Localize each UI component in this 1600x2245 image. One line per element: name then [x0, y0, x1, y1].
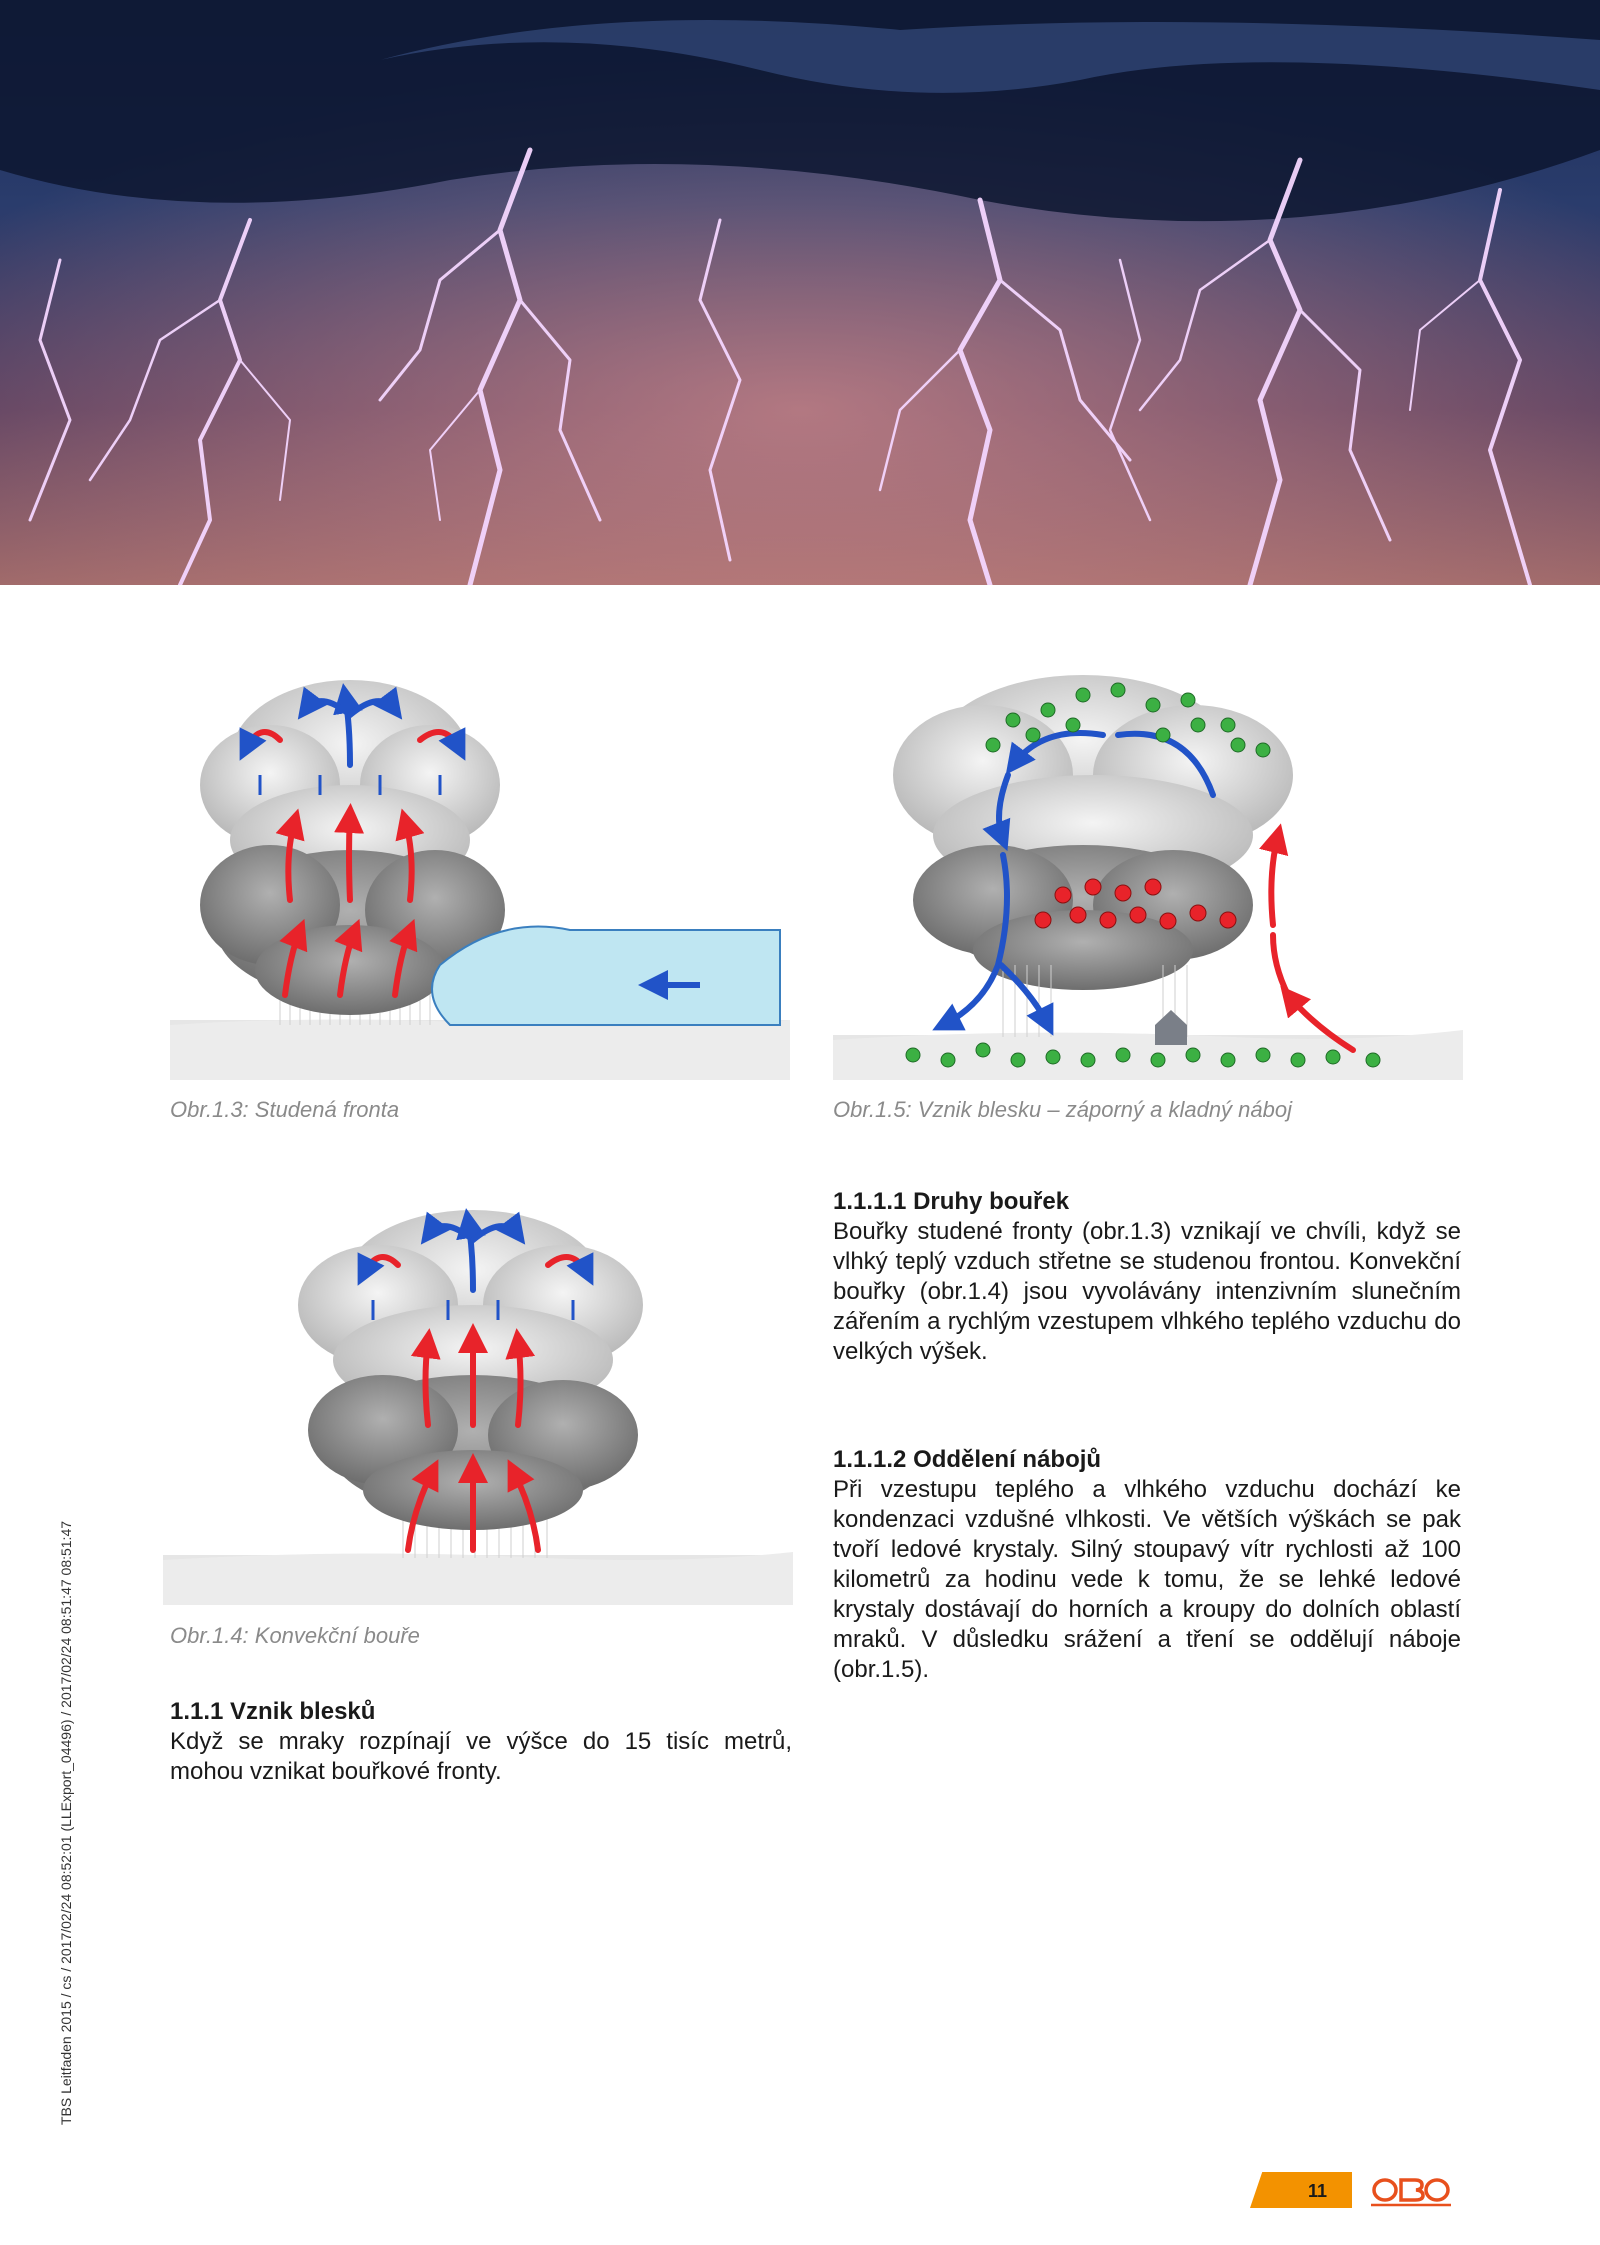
figure-charge-separation	[833, 665, 1463, 1085]
section-text: Při vzestupu teplého a vlhkého vzduchu dochází ke kondenzaci vzdušné vlhkosti. Ve větších výškách se pak tvoří ledové krystaly. Silný stoupavý vítr rychlosti až 100 kilometrů za hodinu vede k tomu, že se lehké ledové krystaly dostávají do horních a kroupy do dolních oblastí mraků. V důsledku srážení a tření se oddělují náboje (obr.1.5).	[833, 1476, 1461, 1683]
caption-obr14: Obr.1.4: Konvekční bouře	[170, 1623, 420, 1648]
page-number-tab	[1250, 2172, 1352, 2208]
section-vznik-blesku	[170, 1697, 792, 1787]
page-number: 11	[1308, 2181, 1328, 2201]
figure-convective-storm	[163, 1190, 793, 1610]
section-text: Když se mraky rozpínají ve výšce do 15 tisíc metrů, mohou vznikat bouřkové fronty.	[170, 1728, 792, 1785]
caption-obr13: Obr.1.3: Studená fronta	[170, 1097, 400, 1122]
document-meta: TBS Leitfaden 2015 / cs / 2017/02/24 08:52:01 (LLExport_04496) / 2017/02/24 08:51:47 08:51:47	[58, 1520, 74, 2125]
section-heading: 1.1.1 Vznik blesků	[170, 1698, 376, 1725]
section-oddeleni-naboju	[833, 1445, 1461, 1685]
section-text: Bouřky studené fronty (obr.1.3) vznikají ve chvíli, když se vlhký teplý vzduch střetne se studenou frontou. Konvekční bouřky (obr.1.4) jsou vyvolávány intenzivním slunečním zářením a rychlým vzestupem vlhkého teplého vzduchu do velkých výšek.	[833, 1218, 1461, 1365]
obo-logo	[1371, 2172, 1451, 2208]
figure-cold-front	[170, 665, 790, 1085]
caption-obr15: Obr.1.5: Vznik blesku – záporný a kladný náboj	[833, 1097, 1293, 1122]
lightning-photo	[0, 0, 1600, 585]
section-heading: 1.1.1.2 Oddělení nábojů	[833, 1446, 1102, 1473]
section-druhy-bourek	[833, 1187, 1461, 1367]
section-heading: 1.1.1.1 Druhy bouřek	[833, 1188, 1070, 1215]
